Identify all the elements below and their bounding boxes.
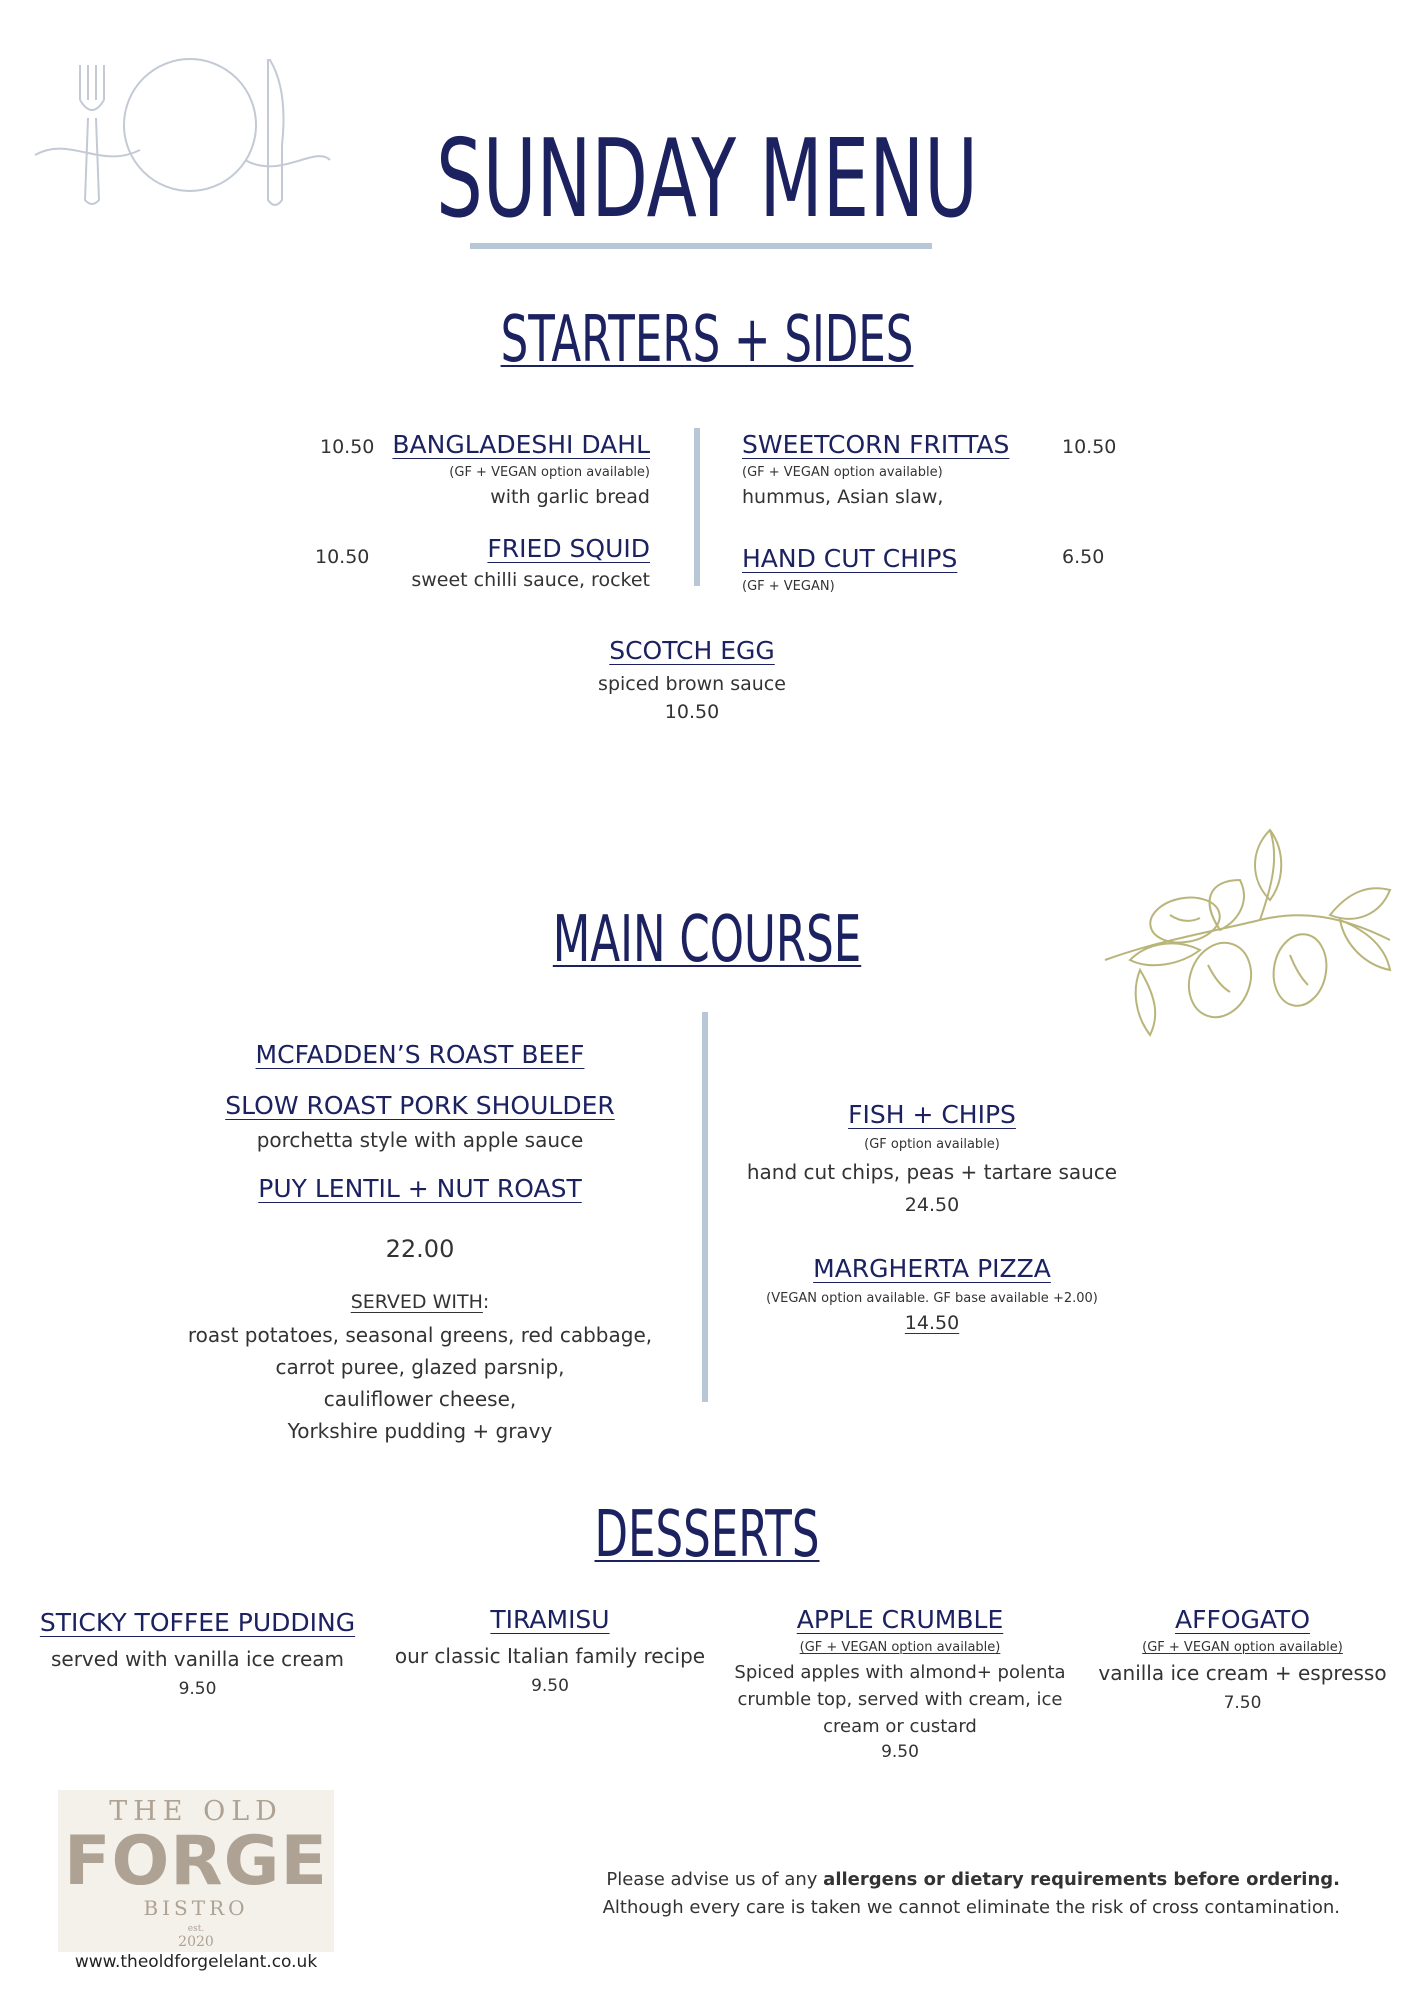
served-with-line-2: carrot puree, glazed parsnip,: [275, 1355, 565, 1379]
fish-chips-name: FISH + CHIPS: [848, 1100, 1016, 1129]
dahl-desc: with garlic bread: [490, 486, 650, 508]
sticky-toffee-price: 9.50: [178, 1679, 217, 1699]
apple-crumble-desc-1: Spiced apples with almond+ polenta: [734, 1662, 1066, 1683]
scotch-egg-price: 10.50: [664, 701, 720, 723]
roast-price: 22.00: [385, 1235, 455, 1263]
tiramisu-desc: our classic Italian family recipe: [394, 1644, 706, 1668]
sticky-toffee-name: STICKY TOFFEE PUDDING: [39, 1608, 356, 1637]
allergen-notice-line-1: Please advise us of any allergens or dietary requirements before ordering.: [606, 1869, 1340, 1890]
starters-heading: STARTERS + SIDES: [500, 303, 914, 377]
apple-crumble-name: APPLE CRUMBLE: [796, 1605, 1004, 1634]
affogato-price: 7.50: [1223, 1693, 1262, 1713]
served-with-line-3: cauliflower cheese,: [323, 1387, 517, 1411]
frittas-note: (GF + VEGAN option available): [742, 465, 943, 480]
frittas-item: [742, 430, 1072, 508]
allergen-notice-line-2: Although every care is taken we cannot eliminate the risk of cross contamination.: [602, 1897, 1340, 1918]
logo-sub-text: BISTRO: [143, 1896, 249, 1920]
pork-shoulder-name: SLOW ROAST PORK SHOULDER: [225, 1091, 615, 1120]
chips-note: (GF + VEGAN): [742, 579, 835, 594]
fish-chips-item: [732, 1100, 1132, 1216]
olive-branch-icon: [1100, 820, 1400, 1050]
allergen-notice: [600, 1866, 1340, 1922]
starters-divider: [694, 428, 700, 586]
affogato-name: AFFOGATO: [1174, 1605, 1311, 1634]
frittas-name: SWEETCORN FRITTAS: [742, 430, 1010, 459]
chips-price: 6.50: [1062, 546, 1105, 568]
logo-est-text: est.: [187, 1924, 205, 1934]
page-title: SUNDAY MENU: [436, 117, 978, 242]
squid-name: FRIED SQUID: [487, 534, 650, 563]
main-course-heading: MAIN COURSE: [552, 903, 862, 977]
apple-crumble-item: [720, 1605, 1080, 1762]
squid-price: 10.50: [315, 546, 370, 568]
frittas-desc: hummus, Asian slaw,: [742, 486, 944, 508]
served-with-line-1: roast potatoes, seasonal greens, red cabbage,: [187, 1323, 653, 1347]
roast-column: [180, 1040, 660, 1447]
fish-chips-desc: hand cut chips, peas + tartare sauce: [746, 1160, 1118, 1184]
desserts-heading: DESSERTS: [594, 1498, 820, 1572]
sticky-toffee-desc: served with vanilla ice cream: [50, 1647, 345, 1671]
tiramisu-name: TIRAMISU: [490, 1605, 610, 1634]
logo-top-text: THE OLD: [109, 1796, 283, 1827]
dahl-price: 10.50: [320, 436, 375, 458]
roast-beef-name: MCFADDEN’S ROAST BEEF: [255, 1040, 585, 1069]
apple-crumble-note: (GF + VEGAN option available): [799, 1640, 1001, 1655]
frittas-price: 10.50: [1062, 436, 1117, 458]
plate-cutlery-icon: [30, 50, 340, 220]
logo-main-text: FORGE: [64, 1822, 328, 1901]
served-with-line-4: Yorkshire pudding + gravy: [287, 1419, 553, 1443]
pizza-name: MARGHERTA PIZZA: [813, 1254, 1051, 1283]
squid-desc: sweet chilli sauce, rocket: [411, 569, 650, 591]
pizza-note: (VEGAN option available. GF base available +2.00): [766, 1291, 1098, 1306]
chips-name: HAND CUT CHIPS: [742, 544, 958, 573]
nut-roast-name: PUY LENTIL + NUT ROAST: [258, 1174, 582, 1203]
dahl-name: BANGLADESHI DAHL: [392, 430, 650, 459]
logo-year-text: 2020: [178, 1934, 214, 1950]
tiramisu-item: [380, 1605, 720, 1696]
title-underline-divider: [470, 243, 932, 249]
scotch-egg-name: SCOTCH EGG: [609, 636, 775, 665]
affogato-item: [1085, 1605, 1400, 1713]
apple-crumble-desc-3: cream or custard: [823, 1716, 977, 1737]
tiramisu-price: 9.50: [531, 1676, 569, 1696]
bistro-logo: [58, 1790, 334, 1952]
affogato-desc: vanilla ice cream + espresso: [1098, 1661, 1387, 1685]
apple-crumble-price: 9.50: [881, 1742, 919, 1762]
chips-item: [742, 544, 1072, 594]
pizza-price: 14.50: [904, 1312, 960, 1334]
pizza-item: [732, 1254, 1132, 1334]
fish-chips-note: (GF option available): [864, 1137, 1000, 1152]
squid-item: [300, 534, 650, 591]
apple-crumble-desc-2: crumble top, served with cream, ice: [737, 1689, 1063, 1710]
website-link[interactable]: www.theoldforgelelant.co.uk: [74, 1952, 318, 1972]
scotch-egg-item: [492, 636, 892, 723]
sticky-toffee-item: [20, 1608, 375, 1699]
fish-chips-price: 24.50: [904, 1194, 960, 1216]
affogato-note: (GF + VEGAN option available): [1142, 1640, 1343, 1655]
pork-shoulder-desc: porchetta style with apple sauce: [256, 1128, 584, 1152]
served-with-label: SERVED WITH:: [350, 1291, 490, 1313]
main-divider: [702, 1012, 708, 1402]
scotch-egg-desc: spiced brown sauce: [598, 673, 786, 695]
dahl-item: [300, 430, 650, 508]
dahl-note: (GF + VEGAN option available): [449, 465, 650, 480]
